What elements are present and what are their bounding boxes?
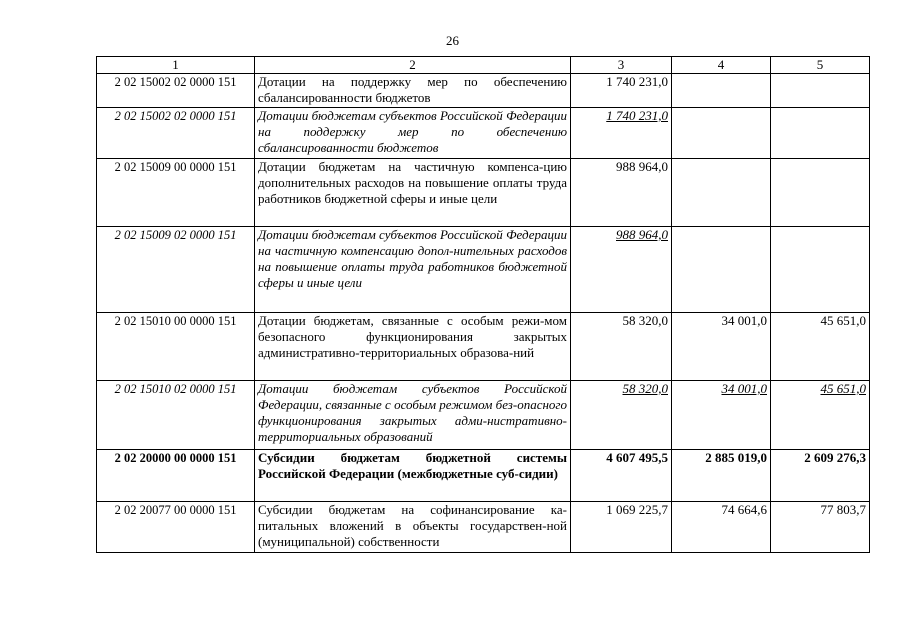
value-col-5: 2 609 276,3 xyxy=(771,450,870,502)
description-cell: Субсидии бюджетам на софинансирование ка-питальных вложений в объекты государствен-ной (муниципальной) собственности xyxy=(255,502,571,553)
description-cell: Дотации бюджетам субъектов Российской Федерации на поддержку мер по обеспечению сбалансированности бюджетов xyxy=(255,108,571,159)
header-col-4: 4 xyxy=(672,57,771,74)
value-col-4 xyxy=(672,74,771,108)
value-col-4: 34 001,0 xyxy=(672,313,771,381)
header-col-5: 5 xyxy=(771,57,870,74)
table-row xyxy=(97,108,870,159)
description-cell: Дотации бюджетам субъектов Российской Федерации, связанные с особым режимом без-опасного функционирования закрытых адми-нистративно-территориальных образований xyxy=(255,381,571,450)
budget-table xyxy=(96,56,870,553)
value-col-4: 34 001,0 xyxy=(672,381,771,450)
value-col-3: 58 320,0 xyxy=(571,313,672,381)
budget-code-cell: 2 02 15009 00 0000 151 xyxy=(97,159,255,227)
description-cell: Субсидии бюджетам бюджетной системы Российской Федерации (межбюджетные суб-сидии) xyxy=(255,450,571,502)
value-col-4: 2 885 019,0 xyxy=(672,450,771,502)
header-col-1: 1 xyxy=(97,57,255,74)
budget-code-cell: 2 02 20000 00 0000 151 xyxy=(97,450,255,502)
description-cell: Дотации на поддержку мер по обеспечению сбалансированности бюджетов xyxy=(255,74,571,108)
description-cell: Дотации бюджетам на частичную компенса-цию дополнительных расходов на повышение оплаты труда работников бюджетной сферы и иные цели xyxy=(255,159,571,227)
budget-code-cell: 2 02 20077 00 0000 151 xyxy=(97,502,255,553)
budget-code-cell: 2 02 15010 02 0000 151 xyxy=(97,381,255,450)
table-row xyxy=(97,381,870,450)
value-col-3: 988 964,0 xyxy=(571,159,672,227)
description-cell: Дотации бюджетам субъектов Российской Федерации на частичную компенсацию допол-нительных расходов на повышение оплаты труда работников бюджетной сферы и иные цели xyxy=(255,227,571,313)
table-row xyxy=(97,74,870,108)
table-row xyxy=(97,313,870,381)
table-row xyxy=(97,450,870,502)
value-col-3: 1 069 225,7 xyxy=(571,502,672,553)
header-col-2: 2 xyxy=(255,57,571,74)
budget-code-cell: 2 02 15002 02 0000 151 xyxy=(97,74,255,108)
value-col-5: 45 651,0 xyxy=(771,381,870,450)
value-col-5 xyxy=(771,159,870,227)
value-col-5: 77 803,7 xyxy=(771,502,870,553)
budget-code-cell: 2 02 15009 02 0000 151 xyxy=(97,227,255,313)
description-cell: Дотации бюджетам, связанные с особым режи-мом безопасного функционирования закрытых административно-территориальных образова-ний xyxy=(255,313,571,381)
table-row xyxy=(97,227,870,313)
value-col-3: 988 964,0 xyxy=(571,227,672,313)
value-col-3: 4 607 495,5 xyxy=(571,450,672,502)
table-row xyxy=(97,502,870,553)
table-row xyxy=(97,159,870,227)
page-number: 26 xyxy=(446,33,459,48)
value-col-3: 1 740 231,0 xyxy=(571,74,672,108)
budget-code-cell: 2 02 15002 02 0000 151 xyxy=(97,108,255,159)
value-col-4 xyxy=(672,159,771,227)
value-col-3: 1 740 231,0 xyxy=(571,108,672,159)
value-col-5 xyxy=(771,227,870,313)
value-col-3: 58 320,0 xyxy=(571,381,672,450)
value-col-4 xyxy=(672,108,771,159)
header-col-3: 3 xyxy=(571,57,672,74)
header-row xyxy=(97,57,870,74)
value-col-5: 45 651,0 xyxy=(771,313,870,381)
value-col-5 xyxy=(771,108,870,159)
value-col-4 xyxy=(672,227,771,313)
budget-code-cell: 2 02 15010 00 0000 151 xyxy=(97,313,255,381)
value-col-4: 74 664,6 xyxy=(672,502,771,553)
value-col-5 xyxy=(771,74,870,108)
